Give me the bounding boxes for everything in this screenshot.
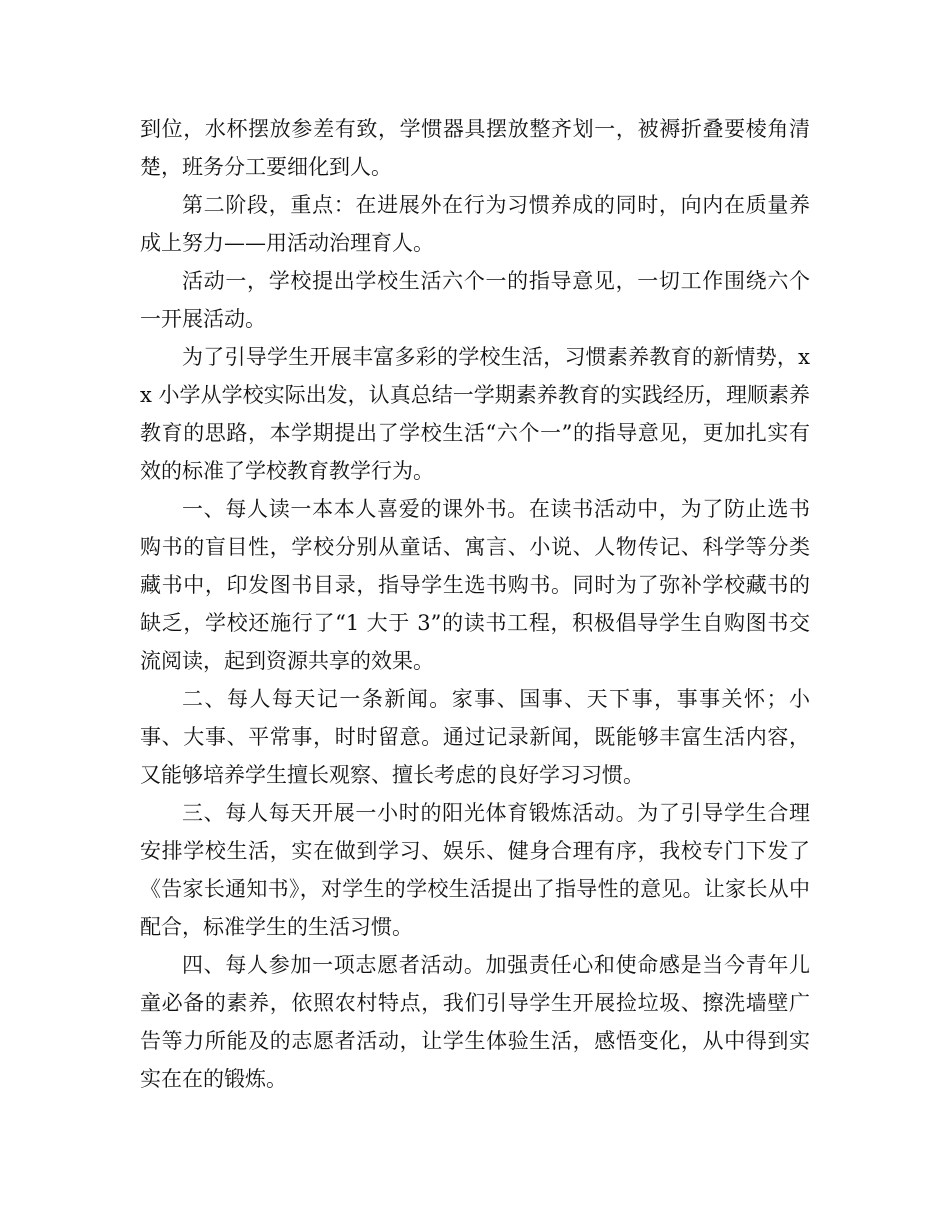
paragraph: 一、每人读一本本人喜爱的课外书。在读书活动中，为了防止选书购书的盲目性，学校分别从童话、寓言、小说、人物传记、科学等分类藏书中，印发图书目录，指导学生选书购书。同时为了弥补学校藏书的缺乏，学校还施行了“1 大于 3”的读书工程，积极倡导学生自购图书交流阅读，起到资源共享的效果。 [140,497,810,673]
paragraph: 活动一，学校提出学校生活六个一的指导意见，一切工作围绕六个一开展活动。 [140,269,810,331]
paragraph: 为了引导学生开展丰富多彩的学校生活，习惯素养教育的新情势，xx 小学从学校实际出发，认真总结一学期素养教育的实践经历，理顺素养教育的思路，本学期提出了学校生活“六个一”的指导意见，更加扎实有效的标准了学校教育教学行为。 [140,345,810,483]
paragraph: 四、每人参加一项志愿者活动。加强责任心和使命感是当今青年儿童必备的素养，依照农村特点，我们引导学生开展捡垃圾、擦洗墙壁广告等力所能及的志愿者活动，让学生体验生活，感悟变化，从中得到实实在在的锻炼。 [140,953,810,1091]
document-body [140,110,810,1098]
paragraph: 二、每人每天记一条新闻。家事、国事、天下事，事事关怀；小事、大事、平常事，时时留意。通过记录新闻，既能够丰富生活内容，又能够培养学生擅长观察、擅长考虑的良好学习习惯。 [140,687,810,787]
paragraph: 到位，水杯摆放参差有致，学惯器具摆放整齐划一，被褥折叠要棱角清楚，班务分工要细化到人。 [140,117,810,179]
paragraph: 三、每人每天开展一小时的阳光体育锻炼活动。为了引导学生合理安排学校生活，实在做到学习、娱乐、健身合理有序，我校专门下发了《告家长通知书》，对学生的学校生活提出了指导性的意见。让家长从中配合，标准学生的生活习惯。 [140,801,810,939]
paragraph: 第二阶段，重点：在进展外在行为习惯养成的同时，向内在质量养成上努力——用活动治理育人。 [140,193,810,255]
